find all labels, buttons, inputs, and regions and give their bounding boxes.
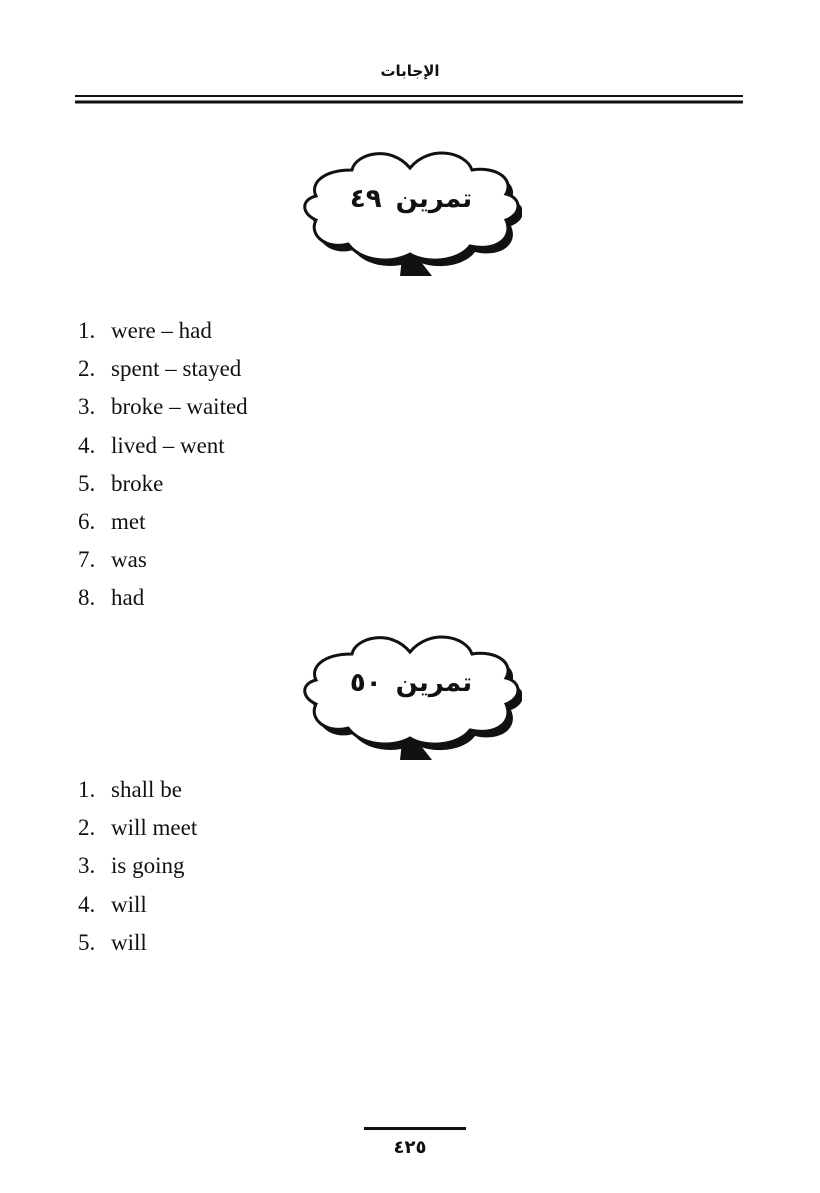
answer-text: will [111, 891, 147, 917]
answer-item [78, 503, 248, 541]
answer-item [78, 427, 248, 465]
running-header: الإجابات [380, 62, 440, 80]
answer-number: 2. [78, 356, 96, 382]
answer-item [78, 350, 248, 388]
answer-number: 3. [78, 853, 96, 879]
answer-text: broke [111, 470, 164, 496]
answer-text: had [111, 585, 145, 611]
answer-number: 6. [78, 508, 96, 534]
answer-list-49 [78, 312, 248, 618]
answer-text: will meet [111, 815, 198, 841]
page-number: ٤٢٥ [393, 1137, 427, 1158]
answer-text: was [111, 547, 147, 573]
answer-number: 4. [78, 891, 96, 917]
answer-list-50 [78, 771, 197, 962]
footer-rule [364, 1127, 466, 1130]
answer-number: 3. [78, 394, 96, 420]
answer-number: 7. [78, 547, 96, 573]
answer-item [78, 924, 197, 962]
exercise-title-50 [326, 668, 496, 698]
exercise-badge-49 [300, 150, 522, 278]
answer-text: will [111, 929, 147, 955]
answer-text: shall be [111, 777, 182, 802]
answer-number: 1. [78, 777, 96, 802]
answer-text: is going [111, 853, 185, 879]
answer-text: lived – went [111, 432, 225, 458]
answer-item [78, 541, 248, 579]
answer-item [78, 465, 248, 503]
answer-item [78, 579, 248, 617]
exercise-label: تمرين [395, 184, 473, 214]
answer-number: 2. [78, 815, 96, 841]
answer-number: 1. [78, 318, 96, 343]
answer-item [78, 771, 197, 809]
exercise-title-49 [326, 184, 496, 214]
exercise-number: ٤٩ [349, 184, 382, 214]
answer-item [78, 809, 197, 847]
answer-text: spent – stayed [111, 356, 242, 382]
exercise-label: تمرين [395, 668, 473, 698]
answer-number: 5. [78, 470, 96, 496]
answer-item [78, 312, 248, 350]
tree-badge-shape [300, 150, 522, 278]
answer-item [78, 886, 197, 924]
exercise-badge-50 [300, 634, 522, 762]
answer-item [78, 388, 248, 426]
answer-item [78, 847, 197, 885]
tree-badge-shape [300, 634, 522, 762]
answer-text: broke – waited [111, 394, 248, 420]
answer-number: 8. [78, 585, 96, 611]
header-double-rule [75, 93, 743, 107]
answer-text: met [111, 508, 146, 534]
answer-number: 4. [78, 432, 96, 458]
exercise-number: ٥٠ [349, 668, 382, 698]
answer-number: 5. [78, 929, 96, 955]
answer-text: were – had [111, 318, 212, 343]
